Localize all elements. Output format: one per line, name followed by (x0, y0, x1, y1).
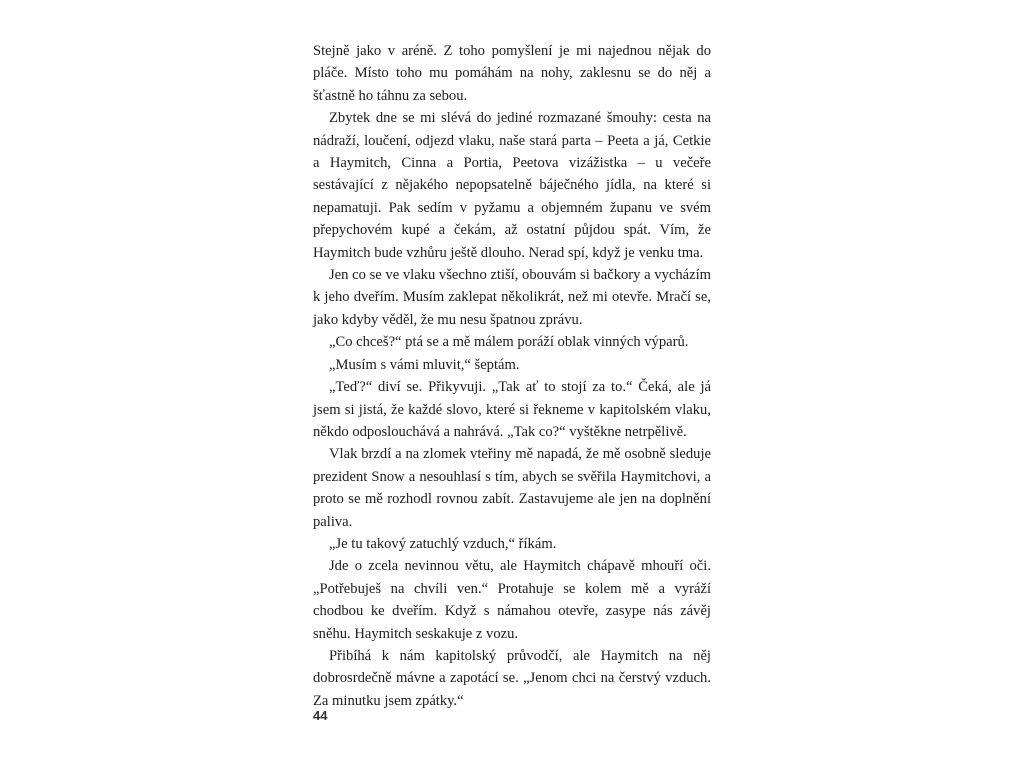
paragraph-7: Vlak brzdí a na zlomek vteřiny mě napadá, že mě osobně sleduje prezident Snow a nesouhlasí s tím, abych se svěřila Haymitchovi, a proto se mě rozhodl rovnou zabít. Zastavujeme ale jen na doplnění paliva. (313, 446, 711, 530)
paragraph-2: Zbytek dne se mi slévá do jediné rozmazané šmouhy: cesta na nádraží, loučení, odjezd vlaku, naše stará parta – Peeta a já, Cetkie a Haymitch, Cinna a Portia, Peetova vizážistka – u večeře sestávající z nějakého nepopsatelně báječného jídla, na které si nepamatuji. Pak sedím v pyžamu a objemném županu ve svém přepychovém kupé a čekám, až ostatní půjdou spát. Vím, že Haymitch bude vzhůru ještě dlouho. Nerad spí, když je venku tma. (313, 110, 711, 261)
paragraph-3: Jen co se ve vlaku všechno ztiší, obouvám si bačkory a vycházím k jeho dveřím. Musím zaklepat několikrát, než mi otevře. Mračí se, jako kdyby věděl, že mu nesu špatnou zprávu. (313, 267, 711, 328)
book-page (313, 40, 711, 740)
paragraph-1: Stejně jako v aréně. Z toho pomyšlení je mi najednou nějak do pláče. Místo toho mu pomáhám na nohy, zaklesnu se do něj a šťastně ho táhnu za sebou. (313, 43, 711, 104)
paragraph-10: Přibíhá k nám kapitolský průvodčí, ale Haymitch na něj dobrosrdečně mávne a zapotácí se. „Jenom chci na čerstvý vzduch. Za minutku jsem zpátky.“ (313, 647, 711, 709)
body-text (313, 40, 711, 712)
paragraph-9: Jde o zcela nevinnou větu, ale Haymitch chápavě mhouří oči. „Potřebuješ na chvíli ven.“ Protahuje se kolem mě a vyráží chodbou ke dveřím. Když s námahou otevře, zasype nás závěj sněhu. Haymitch seskakuje z vozu. (313, 558, 711, 642)
paragraph-5: „Musím s vámi mluvit,“ šeptám. (329, 356, 520, 373)
paragraph-4: „Co chceš?“ ptá se a mě málem poráží oblak vinných výparů. (329, 334, 689, 351)
paragraph-8: „Je tu takový zatuchlý vzduch,“ říkám. (329, 535, 557, 552)
page-number: 44 (313, 708, 328, 723)
paragraph-6: „Teď?“ diví se. Přikyvuji. „Tak ať to stojí za to.“ Čeká, ale já jsem si jistá, že každé slovo, které si řekneme v kapitolském vlaku, někdo odposlouchává a nahrává. „Tak co?“ vyštěkne netrpělivě. (313, 379, 711, 440)
